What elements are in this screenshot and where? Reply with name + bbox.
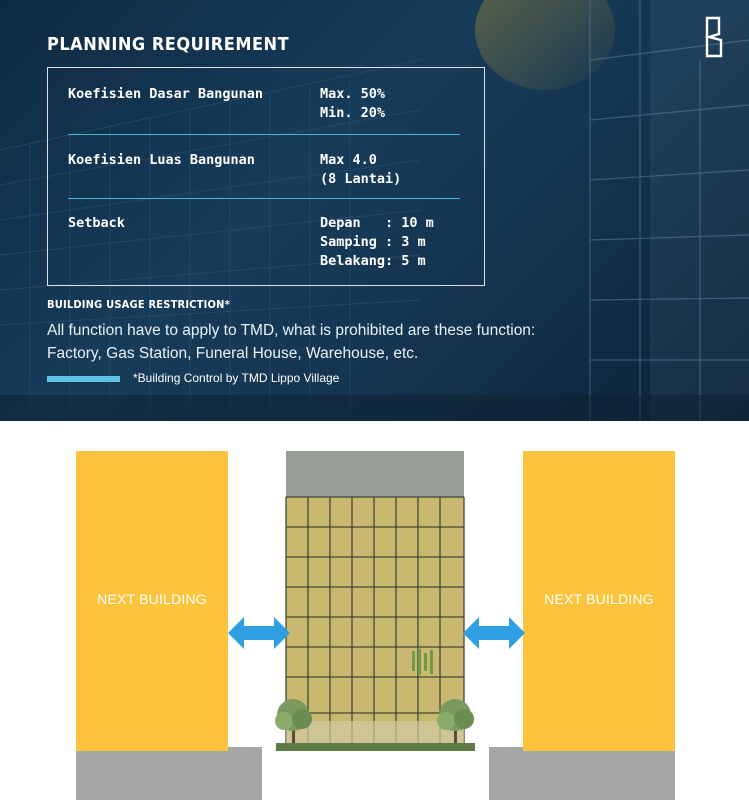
requirement-value: Max 4.0 (8 Lantai) xyxy=(320,152,402,187)
next-building-left xyxy=(76,451,228,751)
setback-diagram xyxy=(0,421,749,800)
row-divider xyxy=(68,134,460,135)
double-arrow-icon xyxy=(228,615,290,651)
requirements-table xyxy=(47,67,485,286)
next-building-right xyxy=(523,451,675,751)
usage-restriction-text: All function have to apply to TMD, what is prohibited are these function: xyxy=(47,322,536,339)
double-arrow-icon xyxy=(463,615,525,651)
footnote: *Building Control by TMD Lippo Village xyxy=(133,371,340,385)
usage-restriction-text: Factory, Gas Station, Funeral House, Warehouse, etc. xyxy=(47,345,419,362)
requirement-label: Setback xyxy=(68,215,125,231)
requirement-value: Depan : 10 m Samping : 3 m Belakang: 5 m xyxy=(320,215,434,269)
ground-left xyxy=(76,747,262,800)
usage-restriction-heading: BUILDING USAGE RESTRICTION* xyxy=(47,298,230,311)
accent-bar xyxy=(47,376,120,382)
requirement-label: Koefisien Luas Bangunan xyxy=(68,152,255,168)
next-building-label: NEXT BUILDING xyxy=(544,591,654,607)
stylized-8-logo-icon xyxy=(703,16,725,58)
proposed-building-facade xyxy=(262,451,489,800)
requirement-value: Max. 50% Min. 20% xyxy=(320,86,386,121)
row-divider xyxy=(68,198,460,199)
ground-right xyxy=(489,747,675,800)
page-title: PLANNING REQUIREMENT xyxy=(47,34,290,55)
requirement-label: Koefisien Dasar Bangunan xyxy=(68,86,264,102)
next-building-label: NEXT BUILDING xyxy=(97,591,207,607)
